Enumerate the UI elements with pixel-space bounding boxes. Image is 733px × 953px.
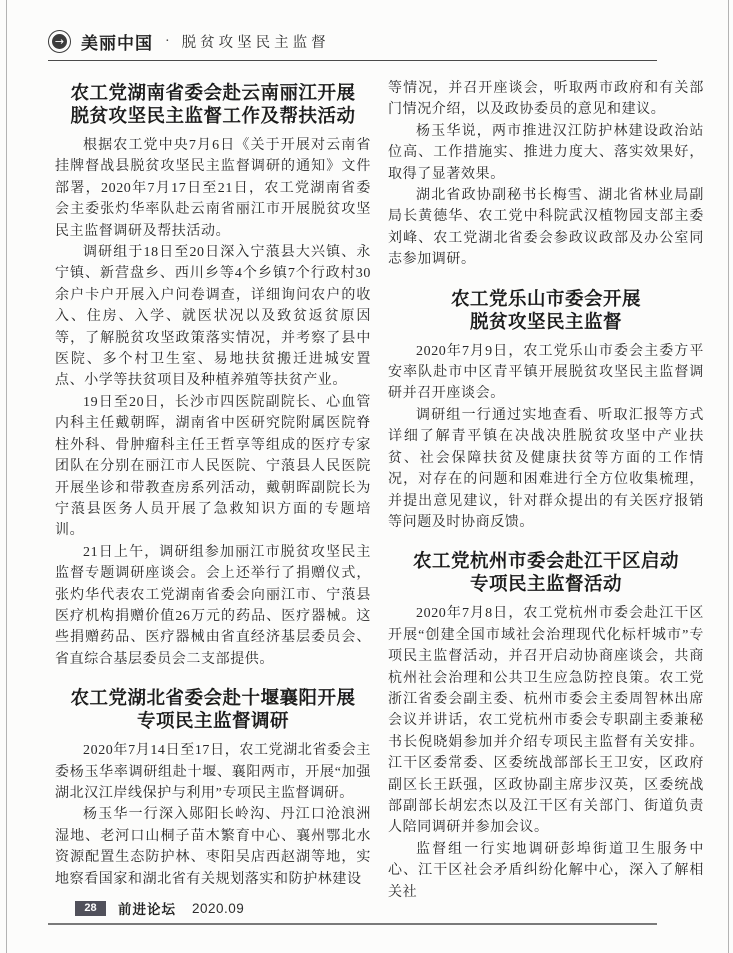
header-separator: · xyxy=(165,33,170,49)
article-title-line: 专项民主监督活动 xyxy=(469,573,622,595)
article-title-line: 专项民主监督调研 xyxy=(136,710,289,732)
article-title-line: 农工党湖南省委会赴云南丽江开展 xyxy=(70,82,356,103)
left-column xyxy=(55,78,371,903)
paragraph: 调研组一行通过实地查看、听取汇报等方式详细了解青平镇在决战决胜脱贫攻坚中产业扶贫、社会保障扶贫及健康扶贫等方面的工作情况，对存在的问题和困难进行全方位收集梳理，并提出意见建议，针对群众提出的有关医疗报销等问题及时协商反馈。 xyxy=(388,407,704,530)
issue-number: 2020.09 xyxy=(192,900,245,916)
paragraph: 2020年7月8日，农工党杭州市委会赴江干区开展“创建全国市域社会治理现代化标杆城市”专项民主监督活动，并召开启动协商座谈会，共商杭州社会治理和公共卫生应急防控良策。农工党浙江省委会副主委、杭州市委会主委周智林出席会议并讲话，农工党杭州市委会专职副主委兼秘书长倪晓娟参加并介绍专项民主监督有关安排。江干区委常委、区委统战部部长王卫安，区政府副区长王跃强，区政协副主席步汉英，区委统战部副部长胡宏杰以及江干区有关部门、街道负责人陪同调研并参加会议。 xyxy=(388,606,704,836)
paragraph: 2020年7月9日，农工党乐山市委会主委方平安率队赴市中区青平镇开展脱贫攻坚民主监督调研并召开座谈会。 xyxy=(388,343,704,402)
section-title: 脱贫攻坚民主监督 xyxy=(181,35,330,51)
paragraph: 19日至20日，长沙市四医院副院长、心血管内科主任戴朝晖，湖南省中医研究院附属医院脊柱外科、骨肿瘤科主任王哲享等组成的医疗专家团队在分别在丽江市人民医院、宁蒗县人民医院开展坐诊和带教查房系列活动，戴朝晖副院长为宁蒗县医务人员开展了急救知识方面的专题培训。 xyxy=(55,394,371,539)
paragraph-continuation: 等情况，并召开座谈会，听取两市政府和有关部门情况介绍，以及政协委员的意见和建议。 xyxy=(388,81,704,118)
article-title-hubei xyxy=(55,686,371,732)
article-title-line: 农工党杭州市委会赴江干区启动 xyxy=(412,550,679,572)
right-column xyxy=(388,78,704,903)
article-title-hunan xyxy=(55,81,371,127)
article-title-leshan xyxy=(388,287,704,333)
paragraph: 杨玉华说，两市推进汉江防护林建设政治站位高、工作措施实、推进力度大、落实效果好，取得了显著效果。 xyxy=(388,123,704,182)
article-title-line: 农工党湖北省委会赴十堰襄阳开展 xyxy=(70,687,356,709)
paragraph: 杨玉华一行深入郧阳长岭沟、丹江口沧浪洲湿地、老河口山桐子苗木繁育中心、襄州鄂北水资源配置生态防护林、枣阳吴店西赵湖等地，实地察看国家和湖北省有关规划落实和防护林建设 xyxy=(55,807,371,887)
right-crop-line xyxy=(728,0,729,953)
page-footer xyxy=(48,898,657,925)
paragraph: 调研组于18日至20日深入宁蒗县大兴镇、永宁镇、新营盘乡、西川乡等4个乡镇7个行政村30余户卡户开展入户问卷调查，详细询问农户的收入、住房、入学、就医状况以及致贫返贫原因等，了解脱贫攻坚政策落实情况，并考察了县中医院、多个村卫生室、易地扶贫搬迁进城安置点、小学等扶贫项目及种植养殖等扶贫产业。 xyxy=(55,245,371,389)
article-title-line: 农工党乐山市委会开展 xyxy=(450,287,641,309)
article-title-line: 脱贫攻坚民主监督 xyxy=(469,310,622,332)
circle-arrow-icon: → xyxy=(48,30,71,53)
paragraph: 根据农工党中央7月6日《关于开展对云南省挂牌督战县脱贫攻坚民主监督调研的通知》文件部署，2020年7月17日至21日，农工党湖南省委会主委张灼华率队赴云南省丽江市开展脱贫攻坚民主监督调研及帮扶活动。 xyxy=(55,138,371,239)
paragraph: 21日上午，调研组参加丽江市脱贫攻坚民主监督专题调研座谈会。会上还举行了捐赠仪式，张灼华代表农工党湖南省委会向丽江市、宁蒗县医疗机构捐赠价值26万元的药品、医疗器械。这些捐赠药品、医疗器械由省直经济基层委员会、省直综合基层委员会二支部提供。 xyxy=(55,544,371,667)
text-columns xyxy=(55,78,703,903)
section-brand: 美丽中国 xyxy=(81,34,153,53)
paragraph: 监督组一行实地调研彭埠街道卫生服务中心、江干区社会矛盾纠纷化解中心，深入了解相关社 xyxy=(388,841,704,900)
paragraph: 2020年7月14日至17日，农工党湖北省委会主委杨玉华率调研组赴十堰、襄阳两市，开展“加强湖北汉江岸线保护与利用”专项民主监督调研。 xyxy=(55,743,371,801)
journal-title: 前进论坛 xyxy=(118,902,176,917)
page-number-badge: 28 xyxy=(75,901,106,916)
paragraph: 湖北省政协副秘书长梅雪、湖北省林业局副局长黄德华、农工党中科院武汉植物园支部主委刘峰、农工党湖北省委会参政议政部及办公室同志参加调研。 xyxy=(388,188,704,268)
page-header xyxy=(48,29,657,61)
left-crop-line xyxy=(6,0,7,953)
article-title-hangzhou xyxy=(388,549,704,595)
article-title-line: 脱贫攻坚民主监督工作及帮扶活动 xyxy=(70,105,356,126)
